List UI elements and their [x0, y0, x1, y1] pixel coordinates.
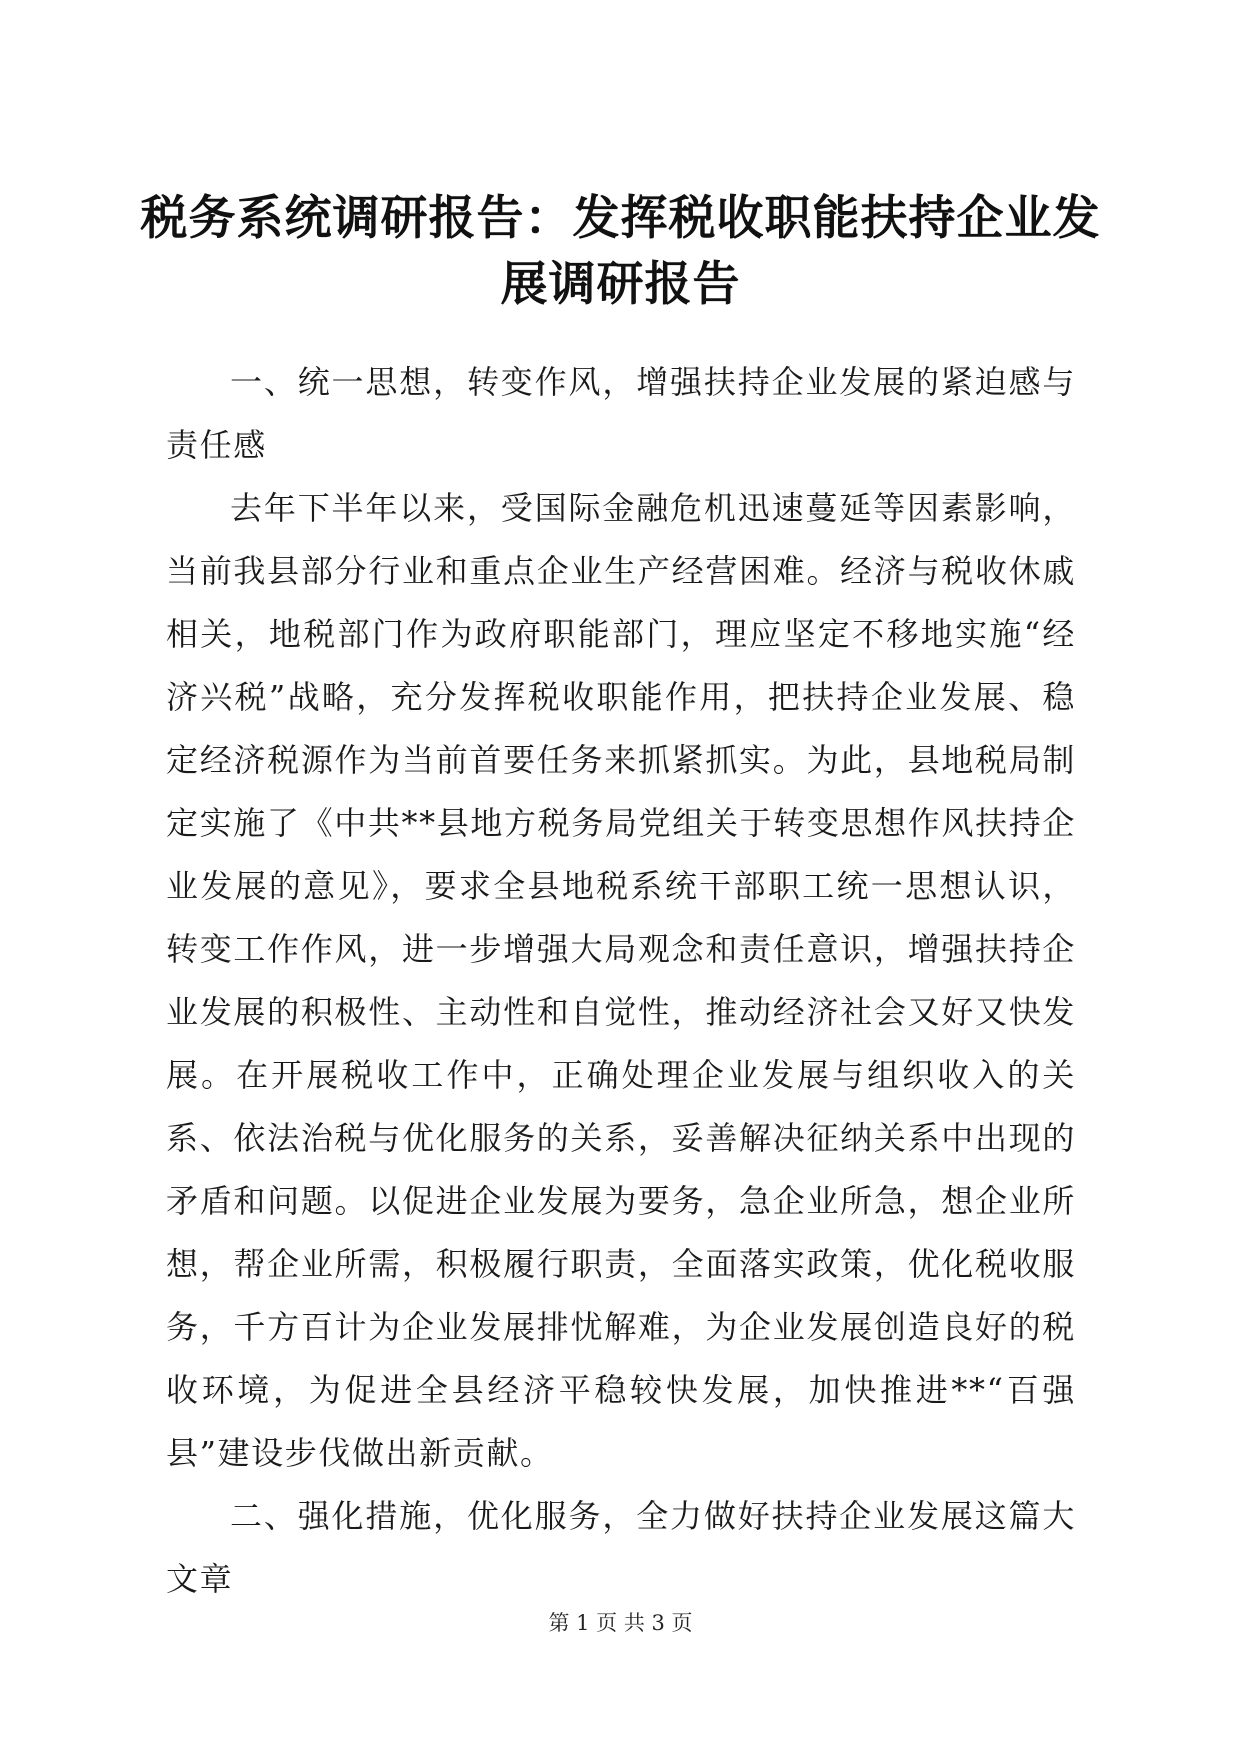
body-paragraph: 去年下半年以来，受国际金融危机迅速蔓延等因素影响，当前我县部分行业和重点企业生产经营困难。经济与税收休戚相关，地税部门作为政府职能部门，理应坚定不移地实施“经济兴税”战略，充分发挥税收职能作用，把扶持企业发展、稳定经济税源作为当前首要任务来抓紧抓实。为此，县地税局制定实施了《中共**县地方税务局党组关于转变思想作风扶持企业发展的意见》，要求全县地税系统干部职工统一思想认识，转变工作作风，进一步增强大局观念和责任意识，增强扶持企业发展的积极性、主动性和自觉性，推动经济社会又好又快发展。在开展税收工作中，正确处理企业发展与组织收入的关系、依法治税与优化服务的关系，妥善解决征纳关系中出现的矛盾和问题。以促进企业发展为要务，急企业所急，想企业所想，帮企业所需，积极履行职责，全面落实政策，优化税收服务，千方百计为企业发展排忧解难，为企业发展创造良好的税收环境，为促进全县经济平稳较快发展，加快推进**“百强县”建设步伐做出新贡献。	[166, 489, 1076, 1472]
page-number-footer: 第 1 页 共 3 页	[548, 1611, 693, 1635]
section-heading-2: 二、强化措施，优化服务，全力做好扶持企业发展这篇大文章	[166, 1497, 1076, 1598]
section-heading-1: 一、统一思想，转变作风，增强扶持企业发展的紧迫感与责任感	[166, 363, 1076, 464]
document-title: 税务系统调研报告：发挥税收职能扶持企业发展调研报告	[140, 191, 1101, 312]
document-body	[166, 351, 1076, 1611]
